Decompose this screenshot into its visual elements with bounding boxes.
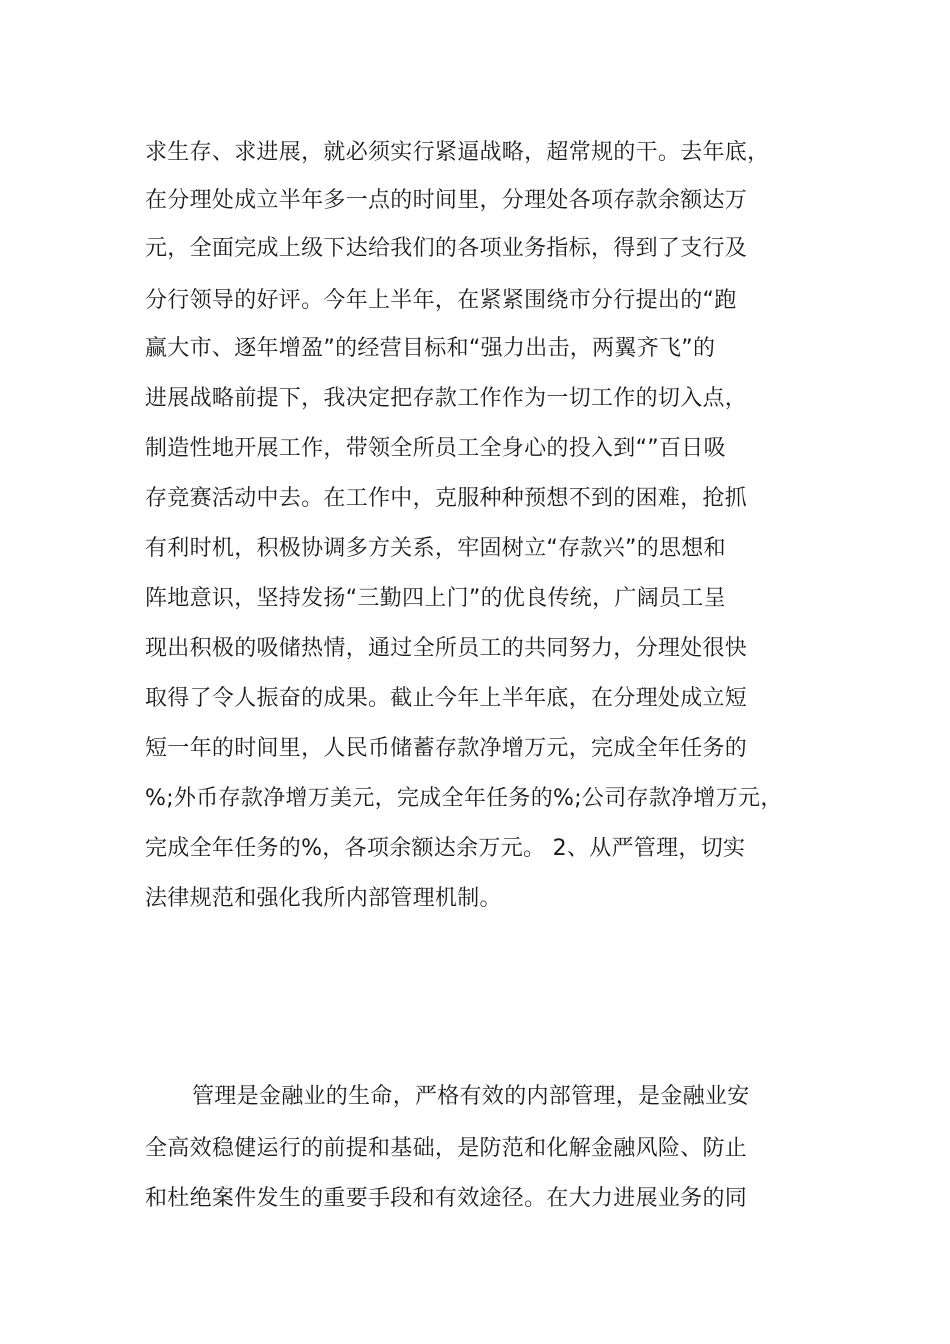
text-line: 现出积极的吸储热情，通过全所员工的共同努力，分理处很快 (145, 636, 748, 661)
text-line: 全高效稳健运行的前提和基础，是防范和化解金融风险、防止 (145, 1136, 748, 1161)
text-line: 分行领导的好评。今年上半年，在紧紧围绕市分行提出的“跑 (145, 288, 737, 313)
text-line: 在分理处成立半年多一点的时间里，分理处各项存款余额达万 (145, 188, 748, 213)
text-line: 完成全年任务的%，各项余额达余万元。 2、从严管理，切实 (145, 836, 746, 861)
text-line: %;外币存款净增万美元，完成全年任务的%;公司存款净增万元， (145, 786, 783, 811)
text-line: 赢大市、逐年增盈”的经营目标和“强力出击，两翼齐飞”的 (145, 336, 716, 361)
text-line: 阵地意识，坚持发扬“三勤四上门”的优良传统，广阔员工呈 (145, 586, 726, 611)
text-line: 短一年的时间里，人民币储蓄存款净增万元，完成全年任务的 (145, 736, 748, 761)
text-line: 有利时机，积极协调多方关系，牢固树立“存款兴”的思想和 (145, 536, 726, 561)
text-line: 管理是金融业的生命，严格有效的内部管理，是金融业安 (192, 1084, 750, 1109)
text-line: 法律规范和强化我所内部管理机制。 (145, 886, 502, 911)
text-line: 和杜绝案件发生的重要手段和有效途径。在大力进展业务的同 (145, 1186, 748, 1211)
text-line: 制造性地开展工作，带领全所员工全身心的投入到“”百日吸 (145, 436, 726, 461)
text-line: 进展战略前提下，我决定把存款工作作为一切工作的切入点， (145, 386, 748, 411)
text-line: 存竞赛活动中去。在工作中，克服种种预想不到的困难，抢抓 (145, 486, 748, 511)
text-line: 取得了令人振奋的成果。截止今年上半年底，在分理处成立短 (145, 686, 748, 711)
text-line: 求生存、求进展，就必须实行紧逼战略，超常规的干。去年底， (145, 140, 770, 165)
text-line: 元，全面完成上级下达给我们的各项业务指标，得到了支行及 (145, 236, 748, 261)
